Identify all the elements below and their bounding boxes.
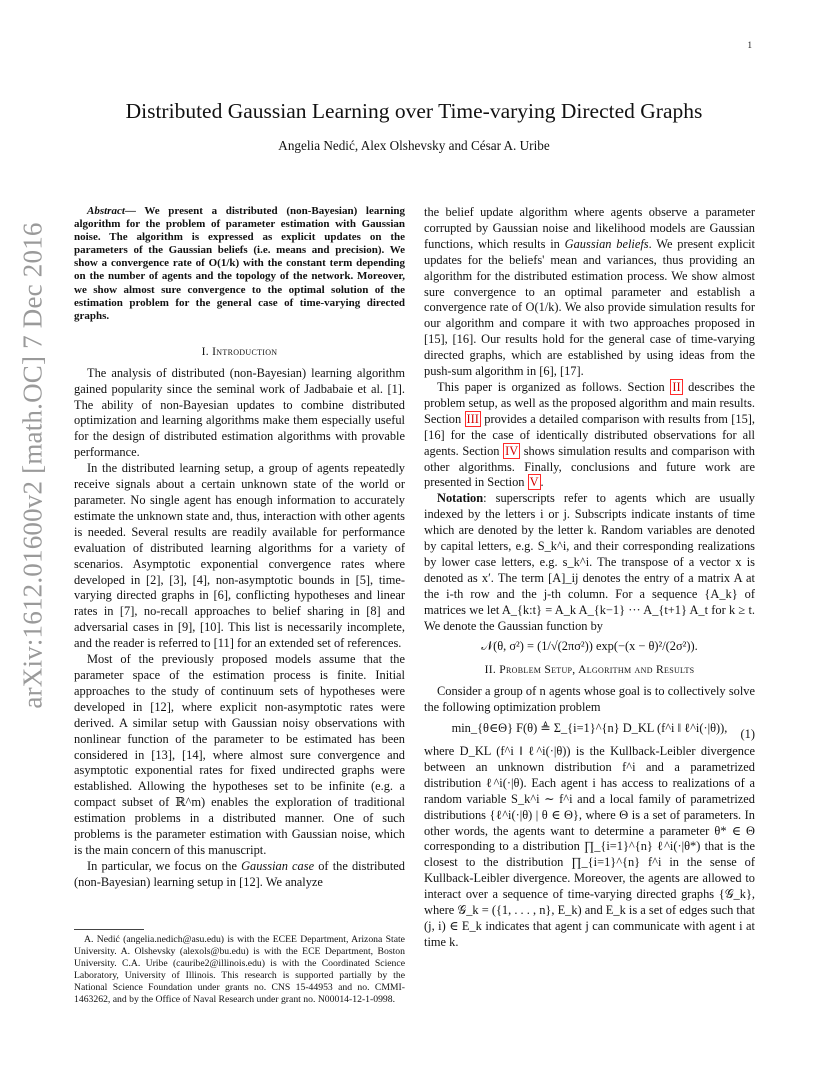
org-text-e: . bbox=[540, 475, 544, 490]
organization-paragraph bbox=[424, 380, 755, 491]
paper-authors: Angelia Nedić, Alex Olshevsky and César A. Uribe bbox=[278, 138, 550, 153]
intro-p4-emphasis: Gaussian case bbox=[241, 858, 315, 873]
intro-paragraph-2: In the distributed learning setup, a group of agents repeatedly receive signals about a certain unknown state of the world or parameter. No single agent has enough information to accurately estimate the unknown state and, thus, interaction with other agents is needed. Several results are readily available for performance evaluation of distributed learning algorithms for a variety of scenarios. Asymptotic exponential convergence rates where developed in [2], [3], [4], non-asymptotic bounds in [5], time-varying directed graphs in [6], conflicting hypotheses and linear rates in [7], no-recall approaches to belief sharing in [8] and adversarial cases in [9], [10]. This list is necessarily incomplete, and the reader is referred to [11] for an extended set of references. bbox=[74, 461, 405, 651]
abstract-text: — We present a distributed (non-Bayesian) learning algorithm for the problem of parameter estimation with Gaussian noise. The algorithm is expressed as explicit updates on the parameters of the Gaussian beliefs (i.e. means and precision). We show a convergence rate of O(1/k) with the constant term depending on the number of agents and the topology of the network. Moreover, we show almost sure convergence to the optimal solution of the estimation problem for the general case of time-varying directed graphs. bbox=[74, 205, 405, 322]
left-column bbox=[74, 205, 405, 891]
abstract bbox=[74, 205, 405, 323]
section-link-iv[interactable]: IV bbox=[505, 443, 519, 458]
intro-p4-text-a: In particular, we focus on the bbox=[87, 858, 242, 873]
right-column bbox=[424, 205, 755, 951]
page-number: 1 bbox=[747, 40, 752, 50]
footnote-rule bbox=[74, 929, 144, 930]
setup-paragraph-1: Consider a group of n agents whose goal is to collectively solve the following optimization problem bbox=[424, 684, 755, 715]
intro-paragraph-4 bbox=[74, 859, 405, 891]
footnote bbox=[74, 929, 405, 1005]
intro-paragraph-1: The analysis of distributed (non-Bayesian) learning algorithm gained popularity since the seminal work of Jadbabaie et al. [1]. The ability of non-Bayesian updates to combine distributed optimization and learning algorithms make them especially useful for the design of distributed estimation algorithms with provable performance. bbox=[74, 365, 405, 460]
paper-title: Distributed Gaussian Learning over Time-varying Directed Graphs bbox=[125, 99, 703, 123]
intro-p4-text-b: of the distributed (non-Bayesian) learning setup in [12]. We analyze bbox=[74, 858, 405, 889]
footnote-text: A. Nedić (angelia.nedich@asu.edu) is with the ECEE Department, Arizona State University. A. Olshevsky (alexols@bu.edu) is with the ECE Department, Boston University. C.A. Uribe (cauribe2@illinois.edu) is with the Coordinated Science Laboratory, University of Illinois. This research is supported partially by the National Science Foundation under grants no. CNS 15-44953 and no. CMMI-1463262, and by the Office of Naval Research under grant no. N00014-12-1-0998. bbox=[74, 934, 405, 1005]
right-p1-text-a: the belief update algorithm where agents observe a parameter corrupted by Gaussian noise and likelihood models are Gaussian functions, which results in bbox=[424, 205, 755, 251]
section-link-iii[interactable]: III bbox=[466, 411, 479, 426]
section-heading-problem-setup: II. Problem Setup, Algorithm and Results bbox=[484, 663, 695, 677]
section-link-ii[interactable]: II bbox=[672, 379, 681, 394]
abstract-label: Abstract bbox=[87, 205, 125, 217]
intro-paragraph-3: Most of the previously proposed models assume that the parameter space of the estimation process is finite. Initial approaches to the study of continuum sets of hypotheses were developed in [12], where explicit non-asymptotic rates were derived. A similar setup with Gaussian noisy observations with nonlinear function of the parameter to be estimated has been considered in [13], [14], where almost sure convergence and asymptotic exponential rates for fixed undirected graphs were established. Allowing the hypotheses set to be infinite (e.g. a compact subset of ℝ^m) enables the exploration of traditional estimation problems in a distributed manner. One of such problems is the parameter estimation with Gaussian noise, which is the main concern of this manuscript. bbox=[74, 652, 405, 857]
section-heading-introduction: I. Introduction bbox=[201, 344, 278, 358]
arxiv-id: arXiv:1612.01600v2 [math.OC] 7 Dec 2016 bbox=[17, 221, 48, 709]
equation-number: (1) bbox=[740, 727, 755, 742]
right-p1-text-b: . We present explicit updates for the beliefs' mean and variances, thus providing an algorithm for the distributed estimation process. We show almost sure convergence to an optimal parameter and establish a convergence rate of O(1/k). We also provide simulation results for our algorithm and compare it with two approaches proposed in [15], [16]. Our results hold for the general case of time-varying directed graphs, which are established by using ideas from the push-sum algorithm in [6], [17]. bbox=[424, 236, 755, 379]
equation-1: min_{θ∈Θ} F(θ) ≜ Σ_{i=1}^{n} D_KL (f^i ‖ ℓ^i(·|θ)), bbox=[451, 721, 728, 736]
notation-text: : superscripts refer to agents which are usually indexed by the letters i or j. Subscripts indicate instants of time which are denoted by the letter k. Random variables are denoted by capital letters, e.g. S_k^i, and their corresponding realizations by lower case letters, e.g. s_k^i. The transpose of a vector x is denoted as x′. The term [A]_ij denotes the entry of a matrix A at the i-th row and the j-th column. For a sequence {A_k} of matrices we let A_{k:t} = A_k A_{k−1} ··· A_{t+1} A_t for k ≥ t. We denote the Gaussian function by bbox=[424, 491, 755, 633]
right-paragraph-1 bbox=[424, 205, 755, 380]
org-text-d: shows simulation results and comparison with other algorithms. Finally, conclusions and future work are presented in Section bbox=[424, 443, 755, 490]
optimization-equation bbox=[424, 721, 755, 742]
org-text-b: describes the problem setup, as well as the proposed algorithm and main results. Section bbox=[424, 379, 756, 426]
org-text-a: This paper is organized as follows. Section bbox=[437, 379, 671, 394]
notation-label: Notation bbox=[437, 491, 484, 506]
gaussian-equation: 𝒩(θ, σ²) = (1/√(2πσ²)) exp(−(x − θ)²/(2σ²)). bbox=[481, 639, 698, 654]
arxiv-watermark bbox=[17, 221, 48, 709]
section-link-v[interactable]: V bbox=[529, 475, 539, 490]
notation-paragraph bbox=[424, 491, 755, 634]
org-text-c: provides a detailed comparison with results from [15], [16] for the case of identically distributed observations for all agents. Section bbox=[424, 411, 756, 458]
setup-paragraph-2: where D_KL (f^i ‖ ℓ^i(·|θ)) is the Kullback-Leibler divergence between an unknown distribution f^i and a parametrized distribution ℓ^i(·|θ). Each agent i has access to realizations of a random variable S_k^i ∼ f^i and a local family of parametrized distributions {ℓ^i(·|θ) | θ ∈ Θ}, where Θ is a set of parameters. In other words, the agents want to determine a parameter θ* ∈ Θ corresponding to a distribution ∏_{i=1}^{n} ℓ^i(·|θ*) that is the closest to the distribution ∏_{i=1}^{n} f^i in the sense of Kullback-Leibler divergence. Moreover, the agents are allowed to interact over a sequence of time-varying directed graphs {𝒢_k}, where 𝒢_k = ({1, . . . , n}, E_k) and E_k is a set of edges such that (j, i) ∈ E_k indicates that agent j can communicate with agent i at time k. bbox=[424, 744, 755, 949]
right-p1-emphasis: Gaussian beliefs bbox=[564, 236, 649, 251]
